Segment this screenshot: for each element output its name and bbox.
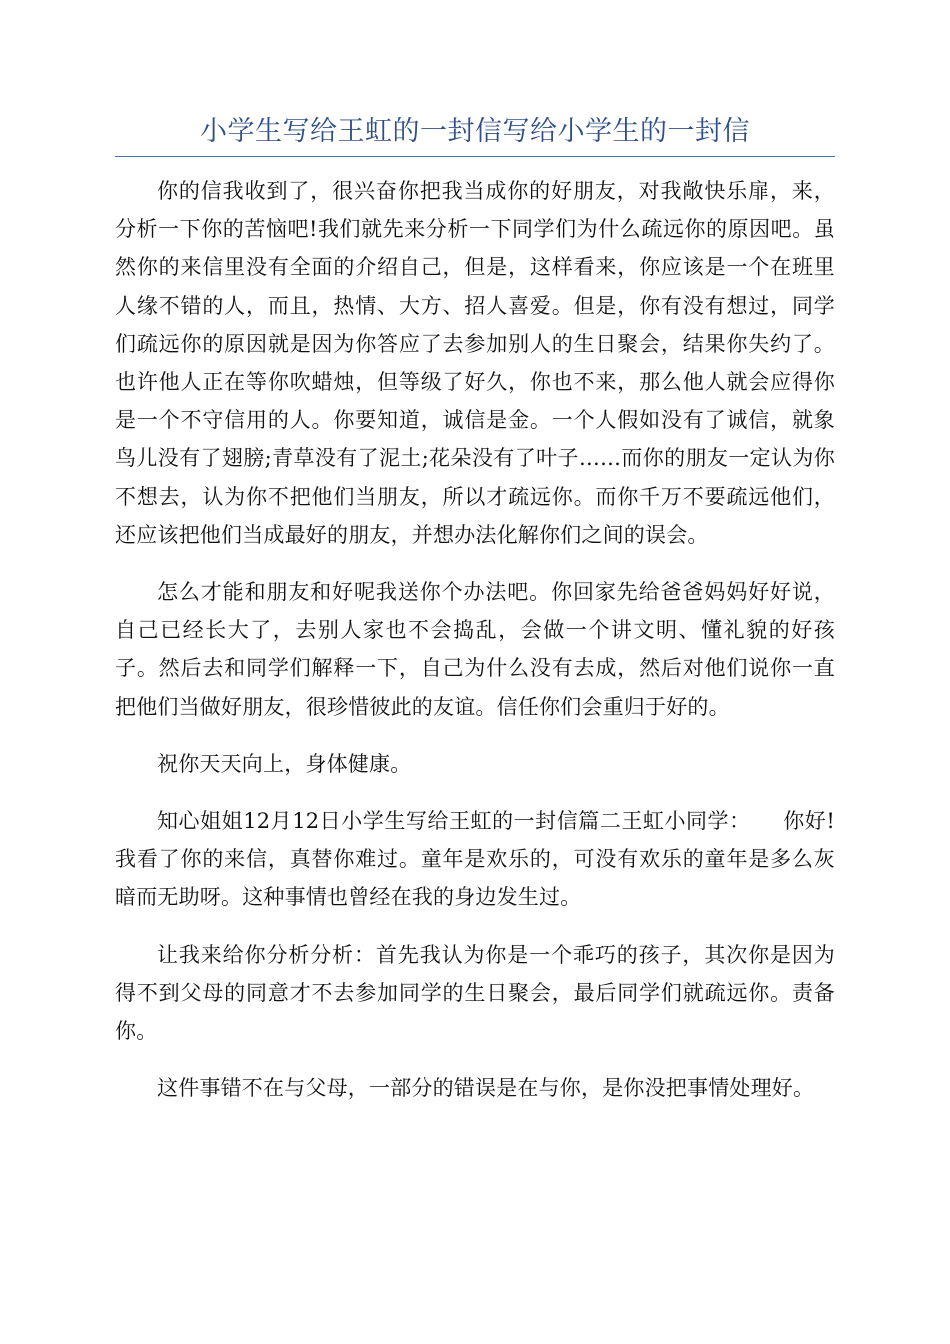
paragraph-4: 知心姐姐12月12日小学生写给王虹的一封信篇二王虹小同学： 你好!我看了你的来信，真替你难过。童年是欢乐的，可没有欢乐的童年是多么灰暗而无助呀。这种事情也曾经在我的身边发生过。 [115, 809, 835, 910]
paragraph-6: 这件事错不在与父母，一部分的错误是在与你，是你没把事情处理好。 [157, 1076, 815, 1101]
paragraph-1: 你的信我收到了，很兴奋你把我当成你的好朋友，对我敞快乐扉，来，分析一下你的苦恼吧!我们就先来分析一下同学们为什么疏远你的原因吧。虽然你的来信里没有全面的介绍自己，但是，这样看来，你应该是一个在班里人缘不错的人，而且，热情、大方、招人喜爱。但是，你有没有想过，同学们疏远你的原因就是因为你答应了去参加别人的生日聚会，结果你失约了。也许他人正在等你吹蜡烛，但等级了好久，你也不来，那么他人就会应得你是一个不守信用的人。你要知道，诚信是金。一个人假如没有了诚信，就象鸟儿没有了翅膀;青草没有了泥土;花朵没有了叶子……而你的朋友一定认为你不想去，认为你不把他们当朋友，所以才疏远你。而你千万不要疏远他们，还应该把他们当成最好的朋友，并想办法化解你们之间的误会。 [115, 179, 835, 547]
page-title: 小学生写给王虹的一封信写给小学生的一封信 [200, 116, 750, 147]
paragraph-3: 祝你天天向上，身体健康。 [157, 751, 412, 776]
paragraph-5: 让我来给你分析分析：首先我认为你是一个乖巧的孩子，其次你是因为得不到父母的同意才不去参加同学的生日聚会，最后同学们就疏远你。责备你。 [115, 942, 835, 1044]
title-block [115, 112, 835, 157]
document-body [115, 172, 835, 1126]
paragraph-2: 怎么才能和朋友和好呢我送你个办法吧。你回家先给爸爸妈妈好好说，自己已经长大了，去别人家也不会捣乱，会做一个讲文明、懂礼貌的好孩子。然后去和同学们解释一下，自己为什么没有去成，然后对他们说你一直把他们当做好朋友，很珍惜彼此的友谊。信任你们会重归于好的。 [115, 580, 835, 719]
